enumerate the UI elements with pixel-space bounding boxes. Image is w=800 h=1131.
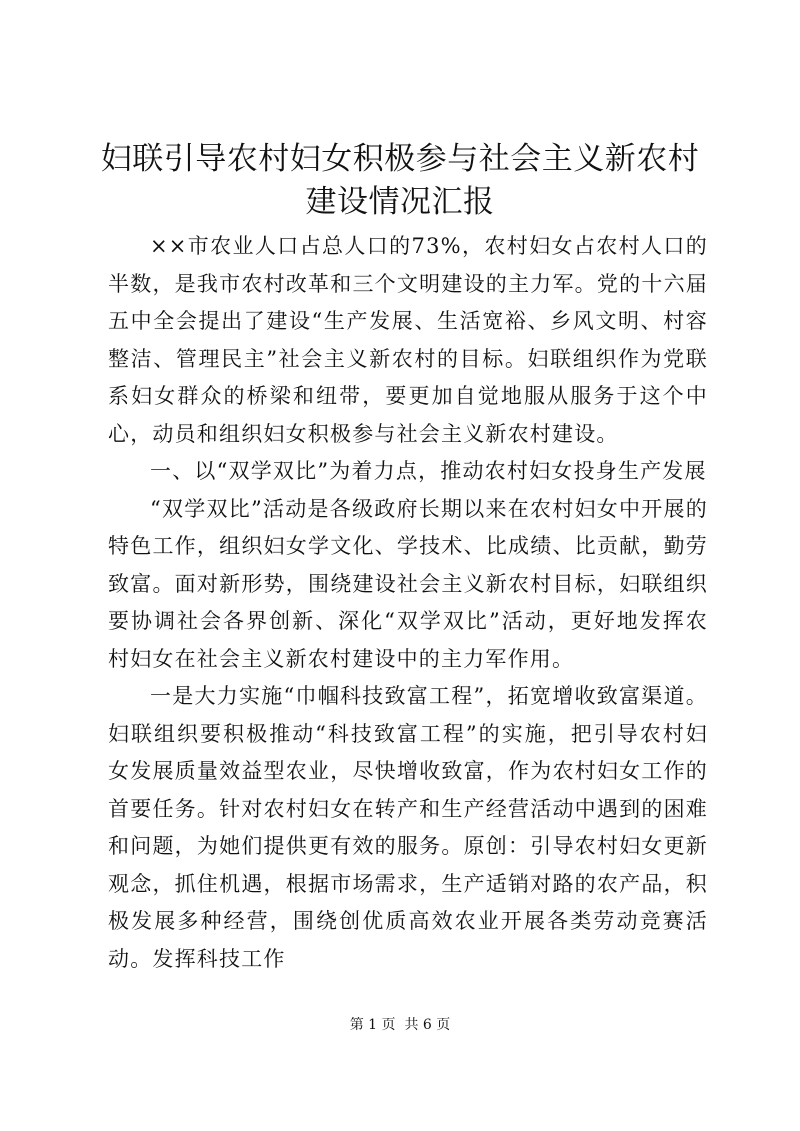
paragraph-shuangxue: “双学双比”活动是各级政府长期以来在农村妇女中开展的特色工作，组织妇女学文化、学技术、比成绩、比贡献，勤劳致富。面对新形势，围绕建设社会主义新农村目标，妇联组织要协调社会各界创新、深化“双学双比”活动，更好地发挥农村妇女在社会主义新农村建设中的主力军作用。 (108, 496, 708, 671)
page-number-label: 第 1 页 共 6 页 (349, 1017, 451, 1033)
paragraph-jinguo: 一是大力实施“巾帼科技致富工程”，拓宽增收致富渠道。妇联组织要积极推动“科技致富工程”的实施，把引导农村妇女发展质量效益型农业，尽快增收致富，作为农村妇女工作的首要任务。针对农村妇女在转产和生产经营活动中遇到的困难和问题，为她们提供更有效的服务。原创：引导农村妇女更新观念，抓住机遇，根据市场需求，生产适销对路的农产品，积极发展多种经营，围绕创优质高效农业开展各类劳动竞赛活动。发挥科技工作 (108, 684, 708, 971)
document-title: 妇联引导农村妇女积极参与社会主义新农村建设情况汇报 (100, 141, 700, 220)
section-heading-1: 一、以“双学双比”为着力点，推动农村妇女投身生产发展 (150, 459, 707, 483)
document-body (108, 228, 708, 978)
paragraph-intro: ××市农业人口占总人口的73%，农村妇女占农村人口的半数，是我市农村改革和三个文明建设的主力军。党的十六届五中全会提出了建设“生产发展、生活宽裕、乡风文明、村容整洁、管理民主”社会主义新农村的目标。妇联组织作为党联系妇女群众的桥梁和纽带，要更加自觉地服从服务于这个中心，动员和组织妇女积极参与社会主义新农村建设。 (108, 234, 708, 446)
page-footer (0, 1014, 800, 1034)
